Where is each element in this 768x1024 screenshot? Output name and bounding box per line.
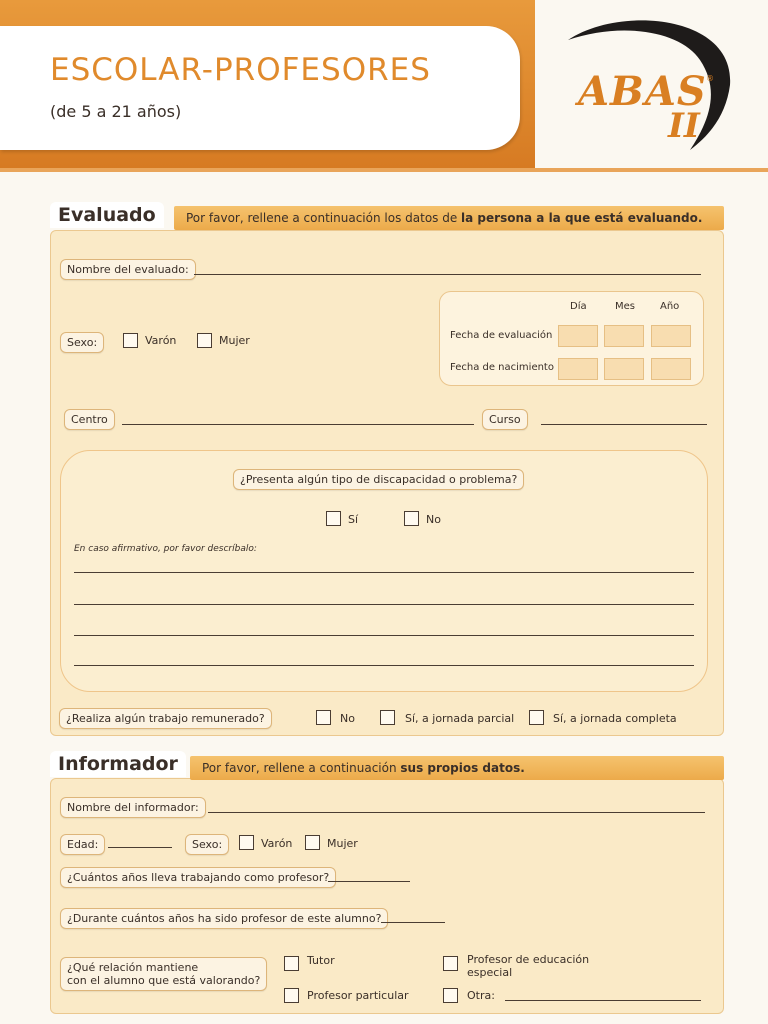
ano-header: Año: [660, 301, 680, 312]
fecha-nacimiento-label: Fecha de nacimiento: [450, 362, 554, 373]
trabajo-completa-checkbox[interactable]: [529, 710, 544, 725]
trabajo-no-label: No: [340, 712, 355, 725]
centro-field[interactable]: [122, 424, 474, 425]
discapacidad-si-checkbox[interactable]: [326, 511, 341, 526]
trabajo-completa-label: Sí, a jornada completa: [553, 712, 677, 725]
trabajo-no-checkbox[interactable]: [316, 710, 331, 725]
curso-field[interactable]: [541, 424, 707, 425]
page-title: ESCOLAR-PROFESORES: [50, 52, 431, 88]
informador-varon-checkbox[interactable]: [239, 835, 254, 850]
describe-line-1[interactable]: [74, 572, 694, 573]
trabajo-parcial-label: Sí, a jornada parcial: [405, 712, 515, 725]
discapacidad-no-label: No: [426, 513, 441, 526]
header-divider: [0, 168, 768, 172]
mujer-label: Mujer: [219, 334, 250, 347]
fecha-nacimiento-mes[interactable]: [604, 358, 644, 380]
particular-checkbox[interactable]: [284, 988, 299, 1003]
nombre-informador-label: Nombre del informador:: [60, 797, 206, 818]
informador-instruction-text: Por favor, rellene a continuación: [202, 761, 401, 775]
varon-label: Varón: [145, 334, 177, 347]
fecha-evaluacion-dia[interactable]: [558, 325, 598, 347]
abas-logo-roman: II: [668, 106, 700, 146]
discapacidad-si-label: Sí: [348, 513, 359, 526]
relacion-question-line1: ¿Qué relación mantiene: [67, 961, 199, 974]
fecha-nacimiento-dia[interactable]: [558, 358, 598, 380]
trabajo-parcial-checkbox[interactable]: [380, 710, 395, 725]
evaluado-instruction-bold: la persona a la que está evaluando.: [461, 211, 703, 225]
sexo-informador-label: Sexo:: [185, 834, 229, 855]
informador-section-title: Informador: [50, 751, 186, 777]
varon-checkbox[interactable]: [123, 333, 138, 348]
curso-label: Curso: [482, 409, 528, 430]
nombre-evaluado-field[interactable]: [194, 274, 701, 275]
fecha-evaluacion-ano[interactable]: [651, 325, 691, 347]
informador-instruction-bold: sus propios datos.: [400, 761, 525, 775]
abas-logo-registered: ®: [706, 74, 714, 83]
discapacidad-question: ¿Presenta algún tipo de discapacidad o problema?: [233, 469, 524, 490]
especial-label-line2: especial: [467, 966, 513, 979]
nombre-evaluado-label: Nombre del evaluado:: [60, 259, 196, 280]
otra-field[interactable]: [505, 1000, 701, 1001]
especial-checkbox[interactable]: [443, 956, 458, 971]
mujer-checkbox[interactable]: [197, 333, 212, 348]
informador-mujer-label: Mujer: [327, 837, 358, 850]
evaluado-instruction-text: Por favor, rellene a continuación los datos de: [186, 211, 462, 225]
mes-header: Mes: [615, 301, 635, 312]
informador-instruction: [190, 756, 724, 780]
edad-label: Edad:: [60, 834, 105, 855]
relacion-question-line2: con el alumno que está valorando?: [67, 974, 261, 987]
describe-line-2[interactable]: [74, 604, 694, 605]
page-subtitle: (de 5 a 21 años): [50, 102, 182, 121]
relacion-question: [60, 957, 267, 991]
tutor-checkbox[interactable]: [284, 956, 299, 971]
anos-profesor-question: ¿Cuántos años lleva trabajando como profesor?: [60, 867, 336, 888]
nombre-informador-field[interactable]: [208, 812, 705, 813]
fecha-evaluacion-mes[interactable]: [604, 325, 644, 347]
sexo-evaluado-label: Sexo:: [60, 332, 104, 353]
informador-mujer-checkbox[interactable]: [305, 835, 320, 850]
especial-label-line1: Profesor de educación: [467, 953, 590, 966]
discapacidad-no-checkbox[interactable]: [404, 511, 419, 526]
especial-label: [467, 953, 589, 979]
dia-header: Día: [570, 301, 587, 312]
describe-line-3[interactable]: [74, 635, 694, 636]
fecha-nacimiento-ano[interactable]: [651, 358, 691, 380]
trabajo-question: ¿Realiza algún trabajo remunerado?: [59, 708, 272, 729]
title-panel: [0, 26, 520, 150]
tutor-label: Tutor: [307, 954, 335, 967]
evaluado-section-title: Evaluado: [50, 202, 164, 228]
abas-logo-text: ABAS: [578, 68, 707, 115]
fecha-evaluacion-label: Fecha de evaluación: [450, 330, 553, 341]
otra-checkbox[interactable]: [443, 988, 458, 1003]
describe-label: En caso afirmativo, por favor descríbalo:: [74, 544, 257, 554]
centro-label: Centro: [64, 409, 115, 430]
otra-label: Otra:: [467, 989, 495, 1002]
anos-alumno-question: ¿Durante cuántos años ha sido profesor de este alumno?: [60, 908, 388, 929]
informador-varon-label: Varón: [261, 837, 293, 850]
evaluado-instruction: [174, 206, 724, 230]
anos-profesor-field[interactable]: [328, 881, 410, 882]
particular-label: Profesor particular: [307, 989, 409, 1002]
anos-alumno-field[interactable]: [381, 922, 445, 923]
edad-field[interactable]: [108, 847, 172, 848]
describe-line-4[interactable]: [74, 665, 694, 666]
